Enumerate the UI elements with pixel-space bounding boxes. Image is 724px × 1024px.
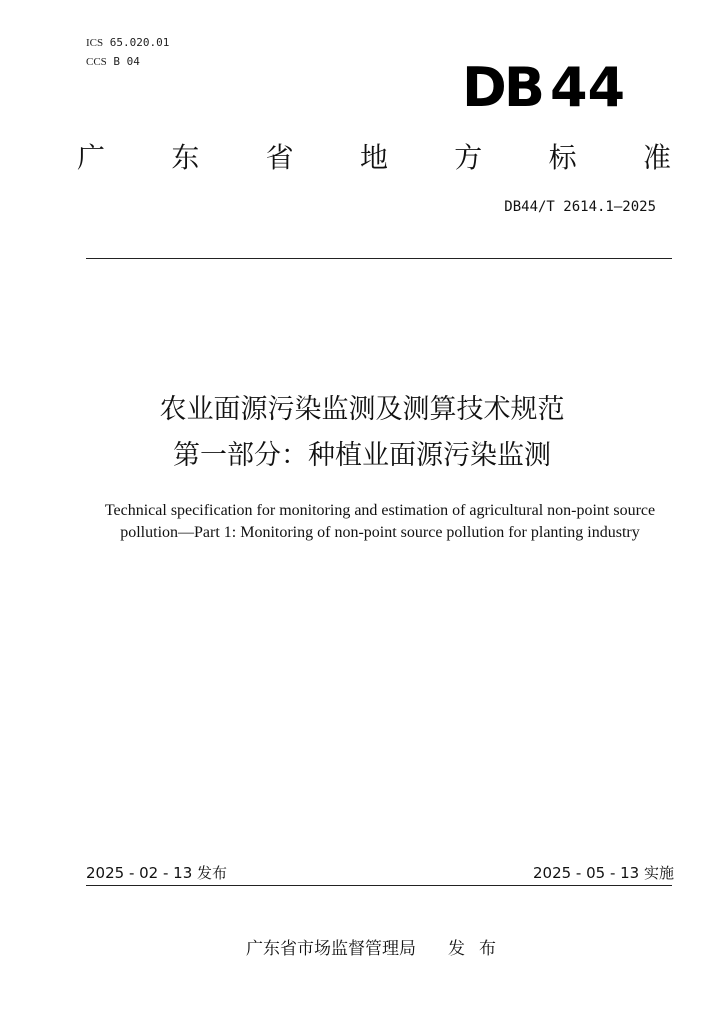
ics-number: 65.020.01 [109, 36, 170, 49]
standard-type-char: 准 [642, 141, 671, 174]
top-divider [86, 258, 672, 259]
issue-date: 2025 - 02 - 13 发布 [86, 864, 228, 882]
title-cn-line2: 第一部分：种植业面源污染监测 [173, 440, 551, 471]
ccs-label: CCS [86, 56, 107, 68]
ccs-code [86, 55, 140, 68]
implementation-date: 2025 - 05 - 13 实施 [532, 864, 674, 882]
standard-type-char: 东 [171, 141, 200, 174]
publisher-name: 广东省市场监督管理局 [246, 939, 416, 959]
ccs-number: B 04 [113, 55, 140, 68]
title-en: Technical specification for monitoring and estimation of agricultural non-point source pollution—Part 1: Monitoring of non-point source pollution for planting industry [104, 502, 656, 541]
standard-type-char: 标 [548, 141, 577, 174]
standard-type-heading [76, 138, 672, 178]
standard-number: DB44/T 2614.1—2025 [504, 199, 656, 215]
standard-type-char: 地 [359, 141, 388, 174]
ics-code [86, 36, 169, 49]
bottom-divider [86, 885, 672, 886]
standard-type-char: 省 [265, 141, 294, 174]
publisher-line [246, 934, 510, 959]
logo-prefix: DB [462, 56, 542, 119]
standard-type-char: 广 [76, 141, 105, 174]
publisher-action: 发布 [448, 939, 510, 959]
standard-type-char: 方 [454, 141, 483, 174]
db44-logo [462, 56, 632, 119]
ics-label: ICS [86, 37, 104, 49]
logo-number: 44 [549, 56, 626, 119]
title-cn-line1: 农业面源污染监测及测算技术规范 [159, 394, 565, 425]
